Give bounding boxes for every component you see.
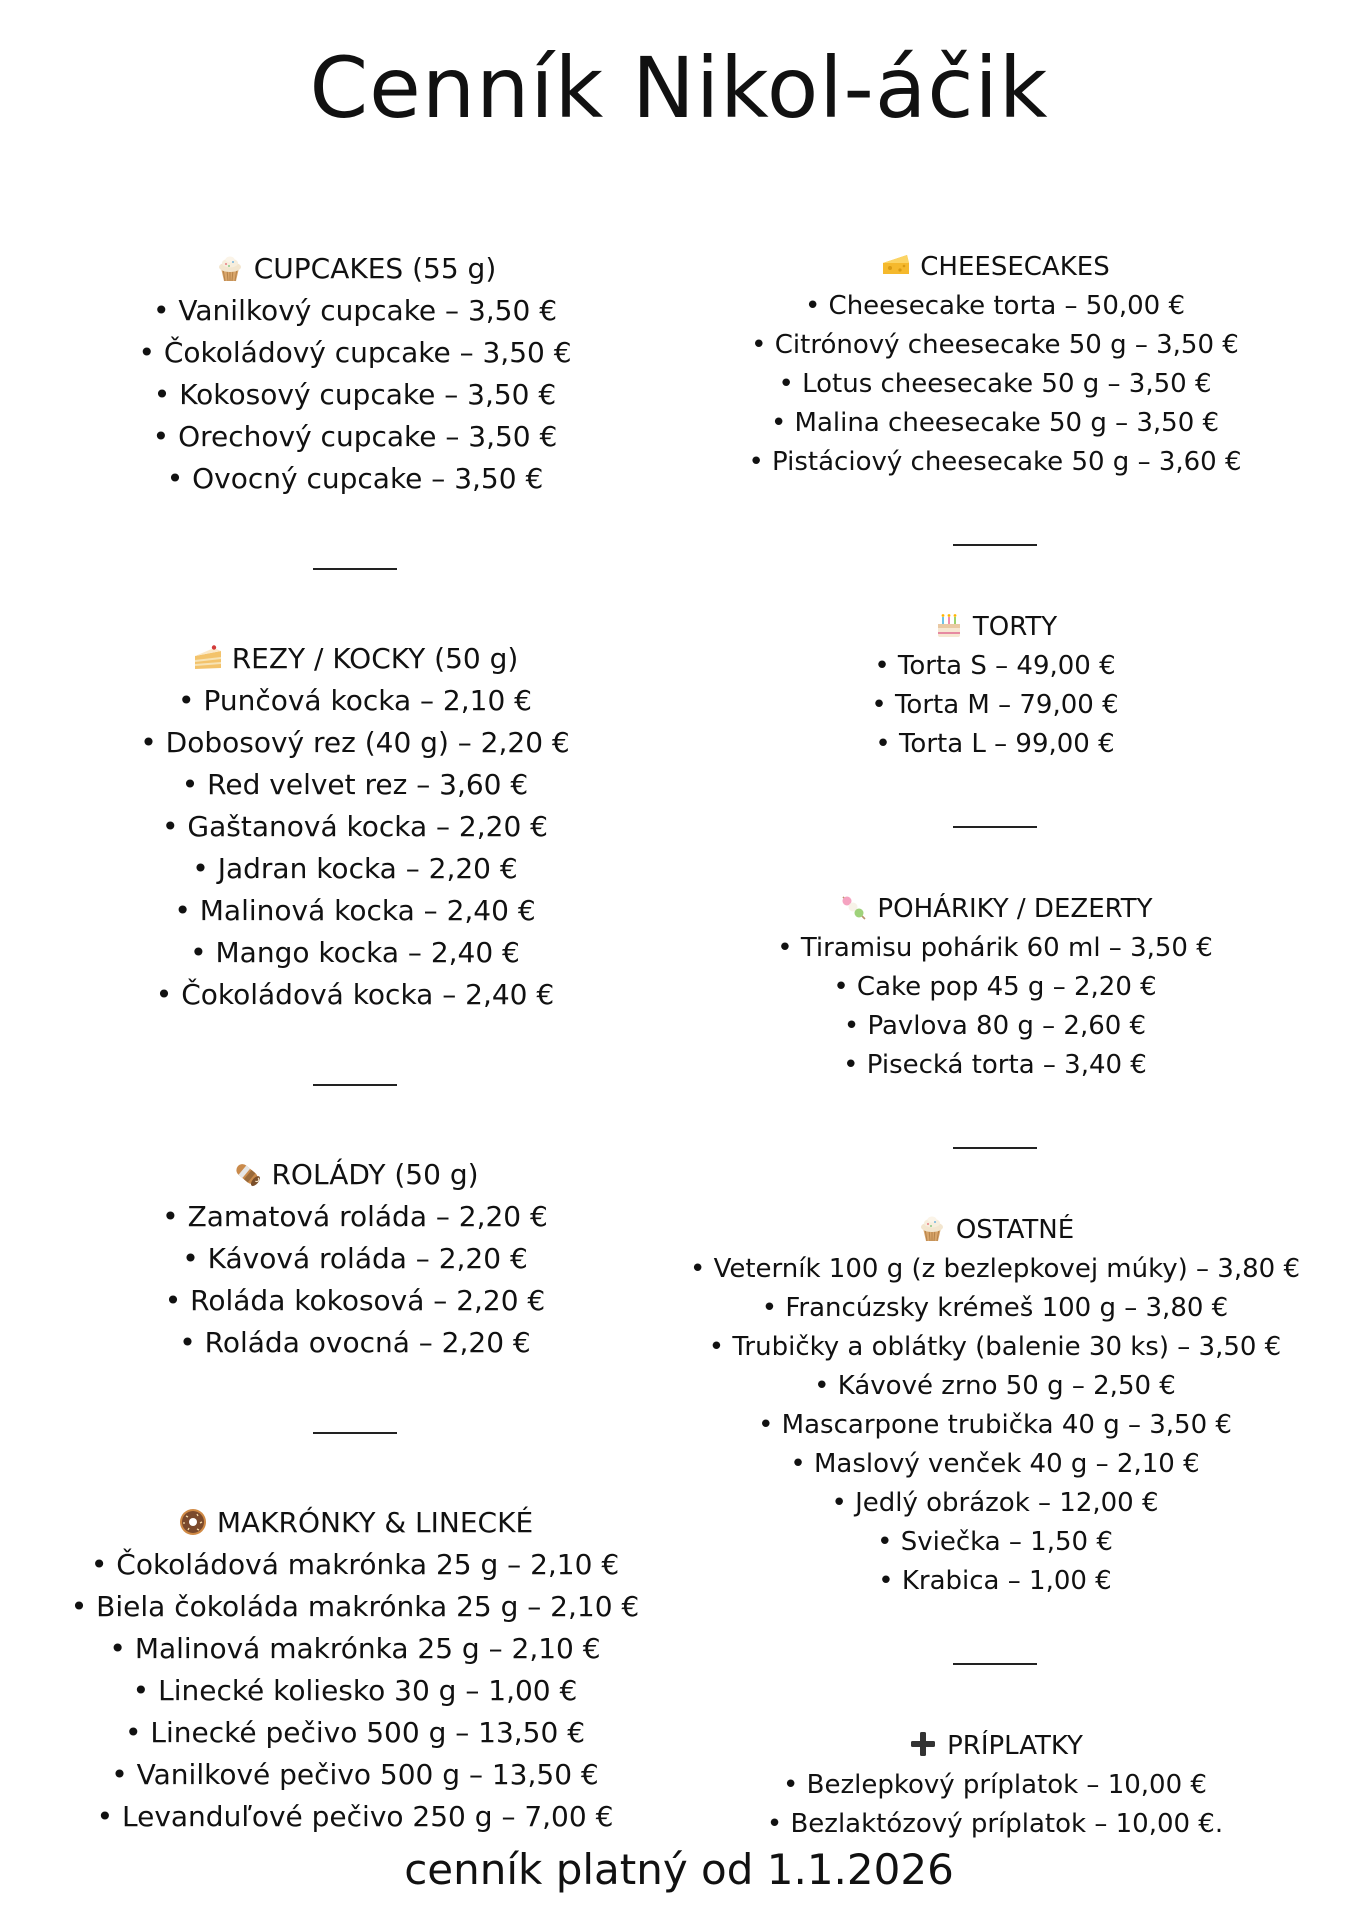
price-item: • Maslový venček 40 g – 2,10 €	[790, 1449, 1200, 1479]
price-item: • Vanilkový cupcake – 3,50 €	[152, 294, 558, 327]
section-heading	[40, 1502, 670, 1544]
section-heading	[680, 608, 1310, 647]
price-item: • Torta S – 49,00 €	[874, 651, 1116, 681]
menu-section	[680, 890, 1310, 1085]
section-heading	[40, 638, 670, 680]
section-heading	[680, 248, 1310, 287]
price-item: • Sviečka – 1,50 €	[877, 1527, 1113, 1557]
section-heading-label: ROLÁDY (50 g)	[271, 1158, 479, 1191]
price-item: • Čokoládový cupcake – 3,50 €	[138, 336, 572, 369]
price-item: • Tiramisu pohárik 60 ml – 3,50 €	[777, 933, 1213, 963]
price-item: • Pistáciový cheesecake 50 g – 3,60 €	[748, 447, 1242, 477]
section-heading-label: REZY / KOCKY (50 g)	[231, 642, 519, 675]
section-heading-label: CUPCAKES (55 g)	[253, 252, 497, 285]
price-item: • Kávové zrno 50 g – 2,50 €	[814, 1371, 1176, 1401]
price-item: • Cheesecake torta – 50,00 €	[804, 291, 1186, 321]
menu-section	[680, 1727, 1310, 1844]
price-item: • Levanduľové pečivo 250 g – 7,00 €	[96, 1800, 614, 1833]
page-title: Cenník Nikol-áčik	[309, 39, 1049, 137]
section-divider	[953, 1147, 1037, 1149]
price-item: • Vanilkové pečivo 500 g – 13,50 €	[111, 1758, 599, 1791]
cake-slice-icon	[192, 642, 224, 674]
section-heading-label: PRÍPLATKY	[947, 1731, 1083, 1761]
price-item: • Malinová kocka – 2,40 €	[174, 894, 536, 927]
left-column	[40, 248, 670, 1838]
price-item: • Dobosový rez (40 g) – 2,20 €	[140, 726, 570, 759]
price-item: • Malinová makrónka 25 g – 2,10 €	[109, 1632, 601, 1665]
price-item: • Torta L – 99,00 €	[875, 729, 1115, 759]
cheese-icon	[880, 249, 912, 281]
price-item: • Francúzsky krémeš 100 g – 3,80 €	[761, 1293, 1229, 1323]
section-heading-label: OSTATNÉ	[955, 1215, 1075, 1245]
section-divider	[313, 1432, 397, 1434]
price-item: • Red velvet rez – 3,60 €	[181, 768, 529, 801]
price-item: • Pavlova 80 g – 2,60 €	[843, 1011, 1147, 1041]
price-item: • Linecké koliesko 30 g – 1,00 €	[132, 1674, 578, 1707]
price-item: • Citrónový cheesecake 50 g – 3,50 €	[751, 330, 1239, 360]
price-item: • Punčová kocka – 2,10 €	[178, 684, 532, 717]
section-heading	[680, 1727, 1310, 1766]
price-item: • Gaštanová kocka – 2,20 €	[162, 810, 548, 843]
menu-section	[680, 608, 1310, 764]
price-item: • Bezlaktózový príplatok – 10,00 €.	[766, 1809, 1224, 1839]
price-item: • Torta M – 79,00 €	[871, 690, 1119, 720]
price-item: • Zamatová roláda – 2,20 €	[162, 1200, 548, 1233]
price-item: • Linecké pečivo 500 g – 13,50 €	[124, 1716, 586, 1749]
price-item: • Trubičky a oblátky (balenie 30 ks) – 3,50 €	[708, 1332, 1282, 1362]
right-column	[680, 248, 1310, 1844]
dango-icon	[837, 891, 869, 923]
section-heading-label: MAKRÓNKY & LINECKÉ	[216, 1506, 534, 1539]
price-item: • Veterník 100 g (z bezlepkovej múky) – 3,80 €	[690, 1254, 1300, 1284]
section-heading	[40, 248, 670, 290]
section-heading-label: TORTY	[972, 612, 1058, 642]
menu-section	[680, 1211, 1310, 1601]
plus-icon	[907, 1728, 939, 1760]
cupcake-icon	[916, 1212, 948, 1244]
price-item: • Roláda ovocná – 2,20 €	[179, 1326, 531, 1359]
section-divider	[313, 568, 397, 570]
price-item: • Ovocný cupcake – 3,50 €	[166, 462, 544, 495]
price-item: • Roláda kokosová – 2,20 €	[164, 1284, 546, 1317]
menu-section	[680, 248, 1310, 482]
section-divider	[313, 1084, 397, 1086]
menu-section	[40, 1154, 670, 1364]
price-item: • Cake pop 45 g – 2,20 €	[833, 972, 1157, 1002]
price-item: • Mascarpone trubička 40 g – 3,50 €	[758, 1410, 1232, 1440]
price-item: • Malina cheesecake 50 g – 3,50 €	[770, 408, 1220, 438]
validity-note: cenník platný od 1.1.2026	[404, 1845, 954, 1894]
price-item: • Bezlepkový príplatok – 10,00 €	[783, 1770, 1207, 1800]
roll-icon	[231, 1158, 263, 1190]
price-item: • Čokoládová makrónka 25 g – 2,10 €	[90, 1548, 620, 1581]
price-item: • Kokosový cupcake – 3,50 €	[153, 378, 557, 411]
price-item: • Pisecká torta – 3,40 €	[843, 1050, 1147, 1080]
cupcake-icon	[214, 252, 246, 284]
price-item: • Krabica – 1,00 €	[878, 1566, 1112, 1596]
price-item: • Orechový cupcake – 3,50 €	[152, 420, 558, 453]
section-heading	[680, 1211, 1310, 1250]
menu-section	[40, 638, 670, 1016]
section-divider	[953, 544, 1037, 546]
section-heading-label: POHÁRIKY / DEZERTY	[877, 894, 1153, 924]
donut-icon	[177, 1506, 209, 1538]
price-item: • Čokoládová kocka – 2,40 €	[155, 978, 555, 1011]
menu-section	[40, 1502, 670, 1838]
price-item: • Jedlý obrázok – 12,00 €	[831, 1488, 1159, 1518]
price-item: • Jadran kocka – 2,20 €	[192, 852, 518, 885]
section-divider	[953, 826, 1037, 828]
section-divider	[953, 1663, 1037, 1665]
section-heading	[40, 1154, 670, 1196]
section-heading-label: CHEESECAKES	[920, 252, 1110, 282]
price-item: • Lotus cheesecake 50 g – 3,50 €	[778, 369, 1212, 399]
section-heading	[680, 890, 1310, 929]
menu-section	[40, 248, 670, 500]
price-item: • Mango kocka – 2,40 €	[190, 936, 520, 969]
birthday-cake-icon	[933, 609, 965, 641]
price-item: • Biela čokoláda makrónka 25 g – 2,10 €	[70, 1590, 640, 1623]
price-item: • Kávová roláda – 2,20 €	[182, 1242, 528, 1275]
